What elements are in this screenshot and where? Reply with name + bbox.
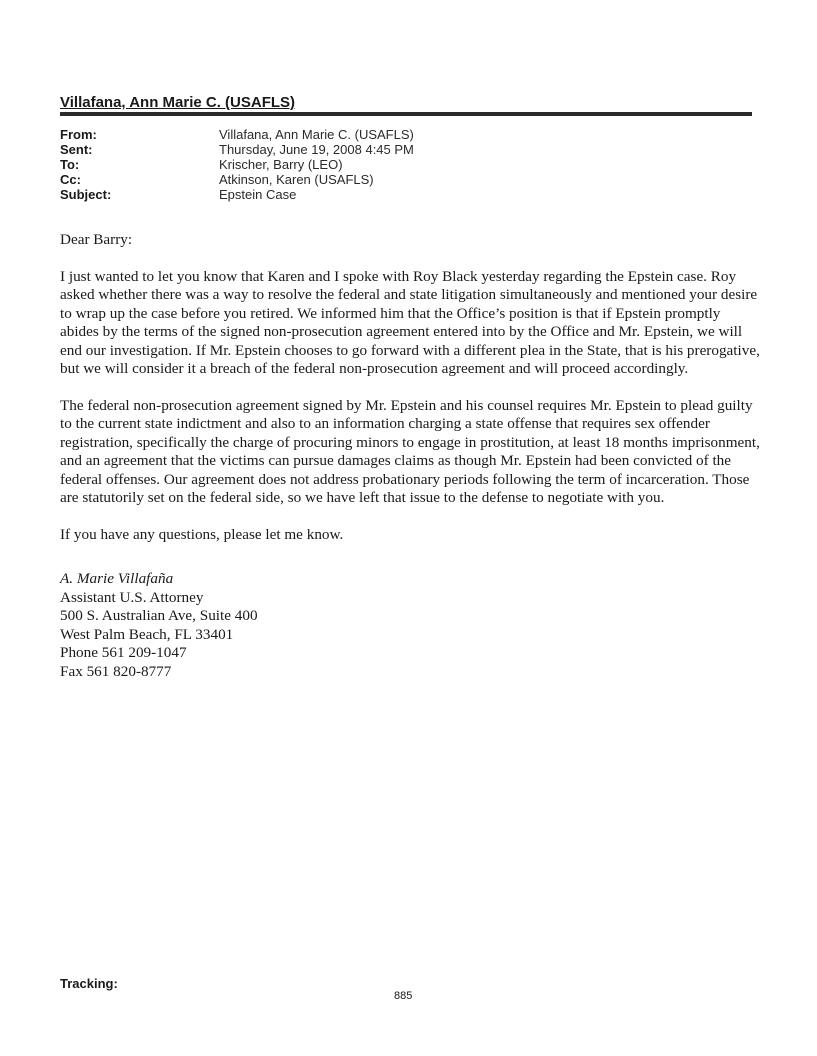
header-subject — [60, 187, 414, 202]
header-value: Krischer, Barry (LEO) — [219, 157, 343, 172]
sender-title: Villafana, Ann Marie C. (USAFLS) — [60, 94, 296, 111]
header-value: Atkinson, Karen (USAFLS) — [219, 172, 374, 187]
body-paragraph: If you have any questions, please let me know. — [60, 525, 344, 543]
email-headers — [60, 127, 414, 202]
tracking-label: Tracking: — [60, 976, 118, 991]
page-number: 885 — [394, 990, 413, 1002]
header-from — [60, 127, 414, 142]
email-body — [60, 231, 760, 681]
signature-fax: Fax 561 820-8777 — [60, 662, 172, 680]
header-to — [60, 157, 414, 172]
greeting: Dear Barry: — [60, 231, 133, 248]
signature-block — [60, 570, 760, 681]
header-label: Cc: — [60, 172, 81, 187]
header-label: Subject: — [60, 187, 112, 202]
header-cc — [60, 172, 414, 187]
header-label: To: — [60, 157, 80, 172]
signature-address-line1: 500 S. Australian Ave, Suite 400 — [60, 607, 258, 624]
body-paragraph: The federal non-prosecution agreement signed by Mr. Epstein and his counsel requires Mr. Epstein to plead guilty to the current state indictment and also to an information charging a state offense that requires sex offender registration, specifically the charge of procuring minors to engage in prostitution, at least 18 months imprisonment, and an agreement that the victims can pursue damages claims as though Mr. Epstein had been convicted of the federal offenses. Our agreement does not address probationary periods following the term of incarceration. Those are statutorily set on the federal side, so we have left that issue to the defense to negotiate with you. — [60, 396, 760, 506]
signature-name: A. Marie Villafaña — [60, 570, 174, 587]
signature-title: Assistant U.S. Attorney — [60, 588, 204, 606]
header-rule — [60, 112, 752, 116]
signature-phone: Phone 561 209-1047 — [60, 644, 187, 661]
header-sent — [60, 142, 414, 157]
body-paragraph: I just wanted to let you know that Karen and I spoke with Roy Black yesterday regarding the Epstein case. Roy asked whether there was a way to resolve the federal and state litigation simultaneously and mentioned your desire to wrap up the case before you retired. We informed him that the Office’s position is that if Epstein promptly abides by the terms of the signed non-prosecution agreement entered into by the Office and Mr. Epstein, we will end our investigation. If Mr. Epstein chooses to go forward with a different plea in the State, that is his prerogative, but we will consider it a breach of the federal non-prosecution agreement and will proceed accordingly. — [60, 267, 760, 377]
header-value: Epstein Case — [219, 187, 297, 202]
header-value: Villafana, Ann Marie C. (USAFLS) — [219, 127, 414, 142]
header-label: Sent: — [60, 142, 93, 157]
signature-address-line2: West Palm Beach, FL 33401 — [60, 625, 234, 643]
header-label: From: — [60, 127, 97, 142]
header-value: Thursday, June 19, 2008 4:45 PM — [219, 142, 414, 157]
